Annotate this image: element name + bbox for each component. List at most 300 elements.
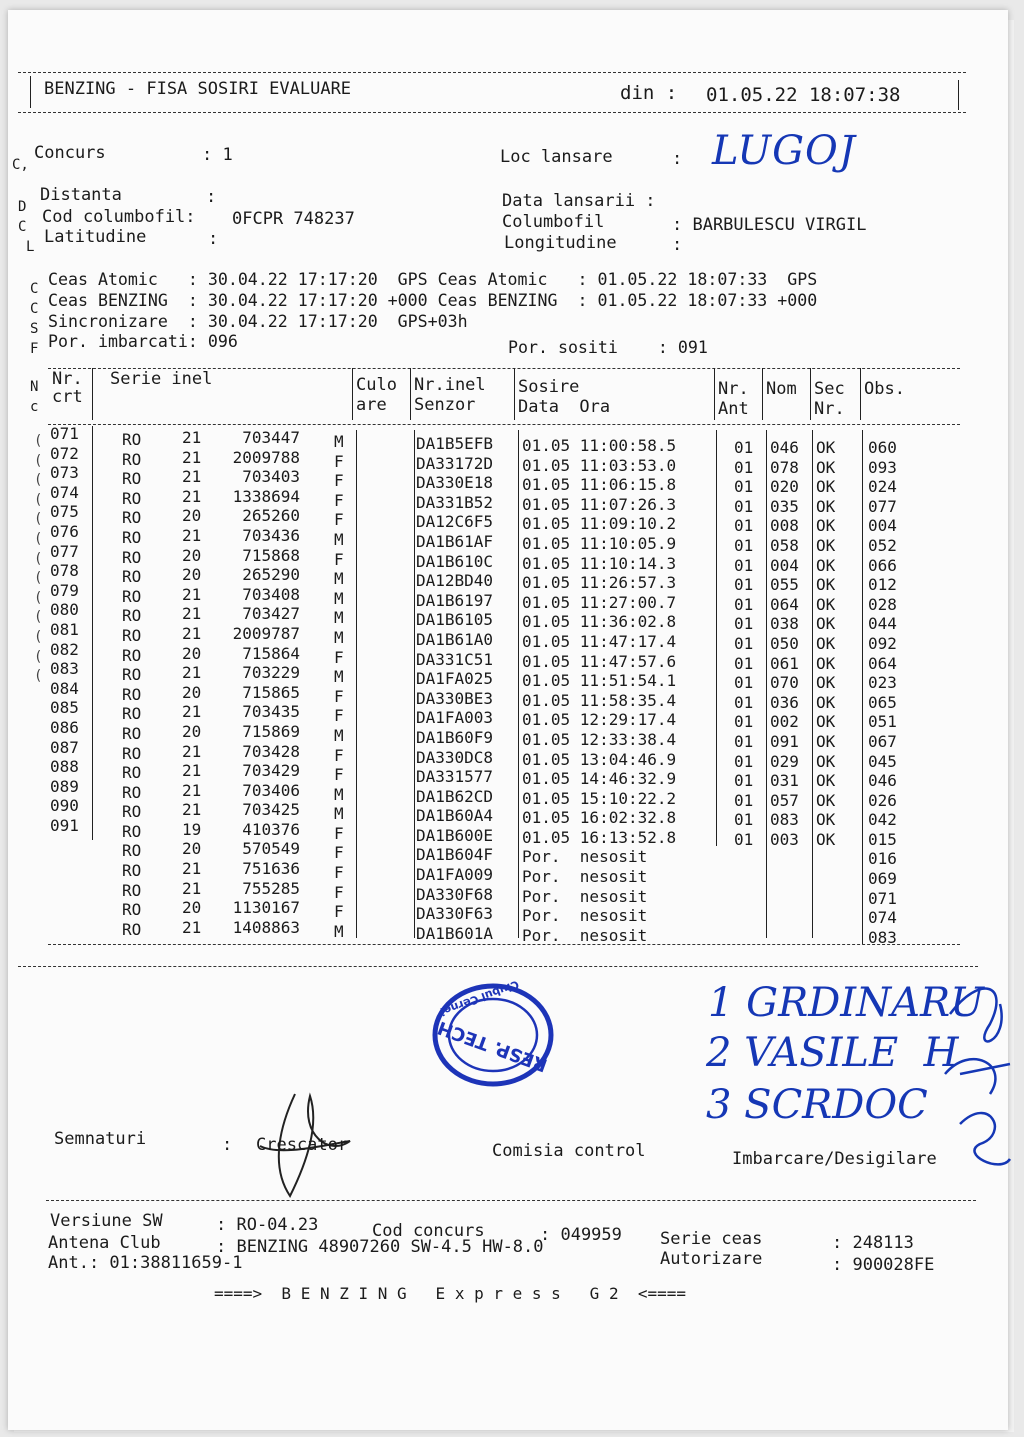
loc-lansare-colon: : bbox=[672, 149, 683, 169]
cell-nom: 002 bbox=[770, 712, 799, 732]
cell-sosire: 01.05 12:29:17.4 bbox=[522, 710, 677, 730]
cell-obs: 064 bbox=[868, 653, 897, 673]
edge-letter: C bbox=[30, 281, 39, 297]
stamp-text-ring: Clubul Cernei bbox=[438, 978, 521, 1019]
cell-sec: OK bbox=[816, 575, 836, 595]
cell-year: 21 bbox=[182, 467, 202, 487]
header-nom: Nom bbox=[766, 379, 797, 399]
cell-sec: OK bbox=[816, 633, 836, 653]
cell-sosire: 01.05 11:07:26.3 bbox=[522, 494, 677, 514]
cell-sec: OK bbox=[816, 477, 836, 497]
cell-sex: F bbox=[334, 549, 344, 569]
cell-obs: 046 bbox=[868, 771, 897, 791]
cell-obs: 024 bbox=[868, 477, 897, 497]
cell-year: 21 bbox=[182, 428, 202, 447]
cell-country: RO bbox=[122, 449, 142, 469]
cell-country: RO bbox=[122, 919, 142, 939]
cell-sec: OK bbox=[816, 790, 836, 810]
cell-ant: 01 bbox=[734, 751, 754, 771]
cell-year: 21 bbox=[182, 780, 202, 800]
cell-sosire: 01.05 11:06:15.8 bbox=[522, 475, 677, 495]
cell-nom: 029 bbox=[770, 751, 799, 771]
cell-obs: 044 bbox=[868, 614, 897, 634]
distanta-colon: : bbox=[206, 187, 217, 207]
cell-ring: 755285 bbox=[242, 878, 300, 898]
cell-ant: 01 bbox=[734, 692, 754, 712]
row-edge-mark: ( bbox=[34, 530, 43, 547]
row-edge-mark: ( bbox=[34, 570, 43, 587]
stamp-text-top: RESP. TECH. bbox=[428, 1014, 551, 1076]
cell-senzor: DA1B60A4 bbox=[416, 806, 494, 826]
cell-senzor: DA330DC8 bbox=[416, 747, 494, 767]
cell-obs: 083 bbox=[868, 927, 897, 947]
antena-value: : BENZING 48907260 SW-4.5 HW-8.0 bbox=[216, 1237, 544, 1257]
cell-ring: 2009787 bbox=[232, 623, 300, 643]
column-year bbox=[182, 428, 201, 937]
por-sositi: Por. sositi : 091 bbox=[508, 338, 708, 357]
cell-nr-crt: 091 bbox=[50, 815, 79, 835]
col-sep bbox=[762, 368, 763, 420]
clock-line-sincronizare: Sincronizare : 30.04.22 17:17:20 GPS+03h bbox=[48, 312, 468, 331]
cell-ant: 01 bbox=[734, 712, 754, 732]
cell-sex: M bbox=[334, 627, 344, 647]
autorizare-value: : 900028FE bbox=[832, 1255, 935, 1275]
cell-ant: 01 bbox=[734, 790, 754, 810]
cell-senzor: DA1B610C bbox=[416, 551, 494, 571]
cell-ring: 703406 bbox=[242, 780, 300, 800]
cell-sex: F bbox=[334, 823, 344, 843]
cell-nr-crt: 079 bbox=[50, 580, 79, 600]
col-sep bbox=[716, 430, 717, 846]
header-nrinel-2: Senzor bbox=[414, 395, 476, 415]
cell-obs: 026 bbox=[868, 790, 897, 810]
header-ant-2: Ant bbox=[718, 399, 749, 419]
cell-sex: F bbox=[334, 451, 344, 471]
cell-sosire: Por. nesosit bbox=[522, 886, 648, 906]
edge-letter: C bbox=[18, 219, 27, 235]
handwritten-note-1: 1 GRDINARU bbox=[708, 980, 984, 1026]
concurs-label: Concurs bbox=[34, 143, 106, 163]
cell-obs: 015 bbox=[868, 829, 897, 849]
brand-line: ====> B E N Z I N G E x p r e s s G 2 <==== bbox=[214, 1284, 687, 1303]
cell-ant: 01 bbox=[734, 633, 754, 653]
row-edge-mark: ( bbox=[34, 491, 43, 508]
col-sep bbox=[410, 368, 411, 420]
cell-senzor: DA1B600E bbox=[416, 825, 494, 845]
column-nr-crt bbox=[50, 424, 79, 835]
serie-ceas-label: Serie ceas bbox=[660, 1229, 763, 1249]
cell-sex: F bbox=[334, 706, 344, 726]
cell-country: RO bbox=[122, 861, 142, 881]
handwritten-scribbles bbox=[940, 964, 1020, 1184]
cell-year: 20 bbox=[182, 643, 202, 663]
longitudine-label: Longitudine bbox=[504, 233, 617, 253]
col-sep bbox=[810, 368, 811, 420]
table-bottom-rule bbox=[48, 944, 960, 945]
cell-obs: 004 bbox=[868, 516, 897, 536]
cell-ant: 01 bbox=[734, 653, 754, 673]
cell-country: RO bbox=[122, 782, 142, 802]
cell-senzor: DA1B61A0 bbox=[416, 629, 494, 649]
cell-obs: 042 bbox=[868, 810, 897, 830]
versiune-label: Versiune SW bbox=[50, 1211, 163, 1231]
cell-country: RO bbox=[122, 567, 142, 587]
cell-ant: 01 bbox=[734, 575, 754, 595]
cell-year: 20 bbox=[182, 545, 202, 565]
header-nr: Nr. bbox=[52, 369, 83, 389]
cell-sec: OK bbox=[816, 751, 836, 771]
cell-year: 21 bbox=[182, 917, 202, 937]
cell-nom: 057 bbox=[770, 790, 799, 810]
col-sep bbox=[812, 430, 813, 938]
cell-sosire: 01.05 11:51:54.1 bbox=[522, 671, 677, 691]
cell-country: RO bbox=[122, 430, 142, 449]
cell-ant: 01 bbox=[734, 810, 754, 830]
cell-sec: OK bbox=[816, 535, 836, 555]
cell-nr-crt: 081 bbox=[50, 619, 79, 639]
header-sec-1: Sec bbox=[814, 379, 845, 399]
cell-ring: 715868 bbox=[242, 545, 300, 565]
cell-senzor: DA331B52 bbox=[416, 492, 494, 512]
cell-ring: 410376 bbox=[242, 819, 300, 839]
cell-obs: 052 bbox=[868, 535, 897, 555]
cell-ant: 01 bbox=[734, 535, 754, 555]
cell-nr-crt: 073 bbox=[50, 463, 79, 483]
cell-sex: F bbox=[334, 471, 344, 491]
cell-nr-crt: 083 bbox=[50, 659, 79, 679]
cell-ant: 01 bbox=[734, 457, 754, 477]
cell-obs: 092 bbox=[868, 633, 897, 653]
cell-ant: 01 bbox=[734, 438, 754, 457]
cell-sosire: 01.05 11:58:35.4 bbox=[522, 690, 677, 710]
cell-senzor: DA33172D bbox=[416, 453, 494, 473]
cell-sec: OK bbox=[816, 496, 836, 516]
cell-sosire: 01.05 11:26:57.3 bbox=[522, 573, 677, 593]
columbofil-value: : BARBULESCU VIRGIL bbox=[672, 215, 867, 235]
cell-country: RO bbox=[122, 488, 142, 508]
cell-ant: 01 bbox=[734, 614, 754, 634]
cod-concurs-value: : 049959 bbox=[540, 1225, 622, 1245]
cell-country: RO bbox=[122, 527, 142, 547]
cell-country: RO bbox=[122, 508, 142, 528]
cell-ring: 703435 bbox=[242, 702, 300, 722]
row-edge-mark: ( bbox=[34, 628, 43, 645]
crescator-label: Crescator bbox=[256, 1135, 349, 1155]
cell-ring: 265290 bbox=[242, 565, 300, 585]
data-lansarii-label: Data lansarii : bbox=[502, 191, 656, 211]
cell-sec: OK bbox=[816, 457, 836, 477]
cell-nom: 020 bbox=[770, 477, 799, 497]
cell-ring: 1130167 bbox=[232, 898, 300, 918]
cell-senzor: DA1B601A bbox=[416, 923, 494, 943]
cell-country: RO bbox=[122, 821, 142, 841]
cell-nr-crt: 087 bbox=[50, 737, 79, 757]
cell-sex: F bbox=[334, 510, 344, 530]
handwritten-note-2: 2 VASILE H bbox=[706, 1030, 959, 1076]
row-edge-mark: ( bbox=[34, 550, 43, 567]
cell-ant: 01 bbox=[734, 829, 754, 849]
cell-sec: OK bbox=[816, 614, 836, 634]
cell-nom: 046 bbox=[770, 438, 799, 457]
cell-sosire: 01.05 11:10:05.9 bbox=[522, 533, 677, 553]
cell-ant: 01 bbox=[734, 673, 754, 693]
column-sex bbox=[334, 432, 344, 941]
col-sep bbox=[92, 368, 93, 420]
cell-country: RO bbox=[122, 841, 142, 861]
cell-ant: 01 bbox=[734, 555, 754, 575]
antena-label: Antena Club bbox=[48, 1233, 161, 1253]
header-top-rule bbox=[18, 72, 966, 73]
cell-country: RO bbox=[122, 743, 142, 763]
col-sep bbox=[352, 368, 353, 420]
cell-sec: OK bbox=[816, 516, 836, 536]
cell-country: RO bbox=[122, 880, 142, 900]
cell-nom: 035 bbox=[770, 496, 799, 516]
cell-nr-crt: 085 bbox=[50, 698, 79, 718]
handwritten-note-3: 3 SCRDOC bbox=[706, 1082, 928, 1128]
cell-sex: M bbox=[334, 569, 344, 589]
cell-sec: OK bbox=[816, 653, 836, 673]
cell-nr-crt: 080 bbox=[50, 600, 79, 620]
cell-ant: 01 bbox=[734, 731, 754, 751]
cell-year: 21 bbox=[182, 859, 202, 879]
cell-year: 21 bbox=[182, 878, 202, 898]
cell-obs: 023 bbox=[868, 673, 897, 693]
cell-sex: F bbox=[334, 647, 344, 667]
header-datetime: 01.05.22 18:07:38 bbox=[706, 84, 901, 106]
column-country bbox=[122, 430, 141, 939]
cell-sosire: Por. nesosit bbox=[522, 867, 648, 887]
cell-sex: F bbox=[334, 843, 344, 863]
cell-ant: 01 bbox=[734, 516, 754, 536]
cell-nom: 058 bbox=[770, 535, 799, 555]
loc-lansare-label: Loc lansare bbox=[500, 147, 613, 167]
header-din-label: din : bbox=[620, 82, 678, 104]
header-sosire-1: Sosire bbox=[518, 377, 580, 397]
cell-sosire: 01.05 12:33:38.4 bbox=[522, 729, 677, 749]
col-sep bbox=[860, 368, 861, 420]
row-edge-mark: ( bbox=[34, 452, 43, 469]
cell-obs: 028 bbox=[868, 594, 897, 614]
column-senzor bbox=[416, 434, 493, 943]
cell-nom: 004 bbox=[770, 555, 799, 575]
cell-country: RO bbox=[122, 645, 142, 665]
cell-sec: OK bbox=[816, 555, 836, 575]
cod-columbofil-label: Cod columbofil: bbox=[42, 207, 196, 227]
cell-senzor: DA1B6197 bbox=[416, 590, 494, 610]
cod-columbofil-value: 0FCPR 748237 bbox=[232, 209, 355, 229]
cell-country: RO bbox=[122, 586, 142, 606]
signature-area-rule bbox=[18, 966, 978, 967]
clock-line-atomic: Ceas Atomic : 30.04.22 17:17:20 GPS Ceas Atomic : 01.05.22 18:07:33 GPS bbox=[48, 270, 818, 289]
header-culoare-1: Culo bbox=[356, 375, 397, 395]
cell-year: 21 bbox=[182, 486, 202, 506]
cell-nr-crt: 075 bbox=[50, 502, 79, 522]
cell-sec: OK bbox=[816, 712, 836, 732]
cell-senzor: DA1B61AF bbox=[416, 531, 494, 551]
cell-year: 20 bbox=[182, 506, 202, 526]
header-sosire-2: Data Ora bbox=[518, 397, 611, 417]
cell-nom: 091 bbox=[770, 731, 799, 751]
cell-sec: OK bbox=[816, 731, 836, 751]
col-sep bbox=[518, 430, 519, 938]
cell-year: 21 bbox=[182, 761, 202, 781]
column-obs bbox=[868, 438, 897, 947]
cell-ant: 01 bbox=[734, 477, 754, 497]
cell-nom: 064 bbox=[770, 594, 799, 614]
cell-sex: M bbox=[334, 804, 344, 824]
cell-sec: OK bbox=[816, 810, 836, 830]
cell-sex: F bbox=[334, 902, 344, 922]
cell-obs: 051 bbox=[868, 712, 897, 732]
header-title: BENZING - FISA SOSIRI EVALUARE bbox=[44, 79, 352, 99]
cell-sec: OK bbox=[816, 771, 836, 791]
cell-country: RO bbox=[122, 763, 142, 783]
cell-year: 21 bbox=[182, 741, 202, 761]
semnaturi-label: Semnaturi bbox=[54, 1129, 147, 1149]
edge-letter: S bbox=[30, 321, 39, 337]
cell-sex: M bbox=[334, 667, 344, 687]
cell-senzor: DA1FA003 bbox=[416, 708, 494, 728]
header-right-bar bbox=[958, 80, 959, 110]
edge-letter: D bbox=[18, 199, 27, 215]
cell-senzor: DA1B6105 bbox=[416, 610, 494, 630]
header-crt: crt bbox=[52, 387, 83, 407]
header-culoare-2: are bbox=[356, 395, 387, 415]
autorizare-label: Autorizare bbox=[660, 1249, 763, 1269]
imbarcare-label: Imbarcare/Desigilare bbox=[732, 1149, 937, 1169]
cell-sosire: 01.05 11:27:00.7 bbox=[522, 592, 677, 612]
concurs-value: : 1 bbox=[202, 145, 233, 165]
cell-sosire: 01.05 16:13:52.8 bbox=[522, 827, 677, 847]
cell-sex: M bbox=[334, 725, 344, 745]
cell-year: 21 bbox=[182, 525, 202, 545]
row-edge-mark: ( bbox=[34, 648, 43, 665]
cell-ring: 703428 bbox=[242, 741, 300, 761]
cell-obs: 065 bbox=[868, 692, 897, 712]
cell-ring: 703436 bbox=[242, 525, 300, 545]
cell-ring: 715864 bbox=[242, 643, 300, 663]
cell-senzor: DA12C6F5 bbox=[416, 512, 494, 532]
cell-senzor: DA330F68 bbox=[416, 884, 494, 904]
latitudine-colon: : bbox=[208, 229, 219, 249]
cell-obs: 074 bbox=[868, 908, 897, 928]
edge-letter: C bbox=[30, 301, 39, 317]
header-nrinel-1: Nr.inel bbox=[414, 375, 486, 395]
cell-sex: F bbox=[334, 863, 344, 883]
cell-nr-crt: 072 bbox=[50, 443, 79, 463]
cell-senzor: DA330E18 bbox=[416, 473, 494, 493]
cell-nr-crt: 084 bbox=[50, 678, 79, 698]
cell-obs: 069 bbox=[868, 869, 897, 889]
col-sep bbox=[714, 368, 715, 420]
cell-country: RO bbox=[122, 900, 142, 920]
row-edge-mark: ( bbox=[34, 472, 43, 489]
cell-ring: 703427 bbox=[242, 604, 300, 624]
cell-sex: M bbox=[334, 608, 344, 628]
cell-nom: 061 bbox=[770, 653, 799, 673]
cell-ant: 01 bbox=[734, 771, 754, 791]
cell-nr-crt: 086 bbox=[50, 717, 79, 737]
cell-year: 21 bbox=[182, 623, 202, 643]
cell-ring: 703447 bbox=[242, 428, 300, 447]
cell-country: RO bbox=[122, 665, 142, 685]
column-sec bbox=[816, 438, 835, 849]
cod-concurs-label: Cod concurs bbox=[372, 1221, 485, 1241]
cell-senzor: DA331577 bbox=[416, 767, 494, 787]
footer-rule bbox=[46, 1200, 976, 1201]
longitudine-colon: : bbox=[672, 235, 683, 255]
edge-letter: L bbox=[26, 239, 35, 255]
cell-nr-crt: 088 bbox=[50, 757, 79, 777]
cell-year: 21 bbox=[182, 702, 202, 722]
cell-senzor: DA330F63 bbox=[416, 904, 494, 924]
cell-ant: 01 bbox=[734, 594, 754, 614]
cell-nom: 050 bbox=[770, 633, 799, 653]
col-sep bbox=[92, 426, 93, 840]
cell-sec: OK bbox=[816, 692, 836, 712]
cell-sec: OK bbox=[816, 594, 836, 614]
cell-ring: 1338694 bbox=[232, 486, 300, 506]
cell-ring: 1408863 bbox=[232, 917, 300, 937]
cell-ring: 715865 bbox=[242, 682, 300, 702]
cell-ring: 570549 bbox=[242, 839, 300, 859]
cell-senzor: DA1FA025 bbox=[416, 669, 494, 689]
cell-sosire: Por. nesosit bbox=[522, 847, 648, 867]
cell-year: 20 bbox=[182, 721, 202, 741]
serie-ceas-value: : 248113 bbox=[832, 1233, 914, 1253]
row-edge-mark: ( bbox=[34, 589, 43, 606]
cell-sex: F bbox=[334, 882, 344, 902]
row-edge-mark: ( bbox=[34, 668, 43, 685]
cell-year: 21 bbox=[182, 663, 202, 683]
cell-country: RO bbox=[122, 606, 142, 626]
cell-ring: 703408 bbox=[242, 584, 300, 604]
cell-country: RO bbox=[122, 802, 142, 822]
semnaturi-colon: : bbox=[222, 1135, 233, 1155]
cell-sosire: 01.05 11:00:58.5 bbox=[522, 436, 677, 455]
cell-sosire: 01.05 15:10:22.2 bbox=[522, 788, 677, 808]
col-sep bbox=[356, 430, 357, 938]
cell-country: RO bbox=[122, 723, 142, 743]
cell-nom: 003 bbox=[770, 829, 799, 849]
cell-sosire: 01.05 11:10:14.3 bbox=[522, 553, 677, 573]
cell-year: 21 bbox=[182, 447, 202, 467]
cell-obs: 093 bbox=[868, 457, 897, 477]
row-edge-mark: ( bbox=[34, 433, 43, 449]
ant-line: Ant.: 01:38811659-1 bbox=[48, 1253, 243, 1273]
cell-sex: M bbox=[334, 921, 344, 941]
cell-obs: 071 bbox=[868, 888, 897, 908]
cell-obs: 067 bbox=[868, 731, 897, 751]
cell-sex: M bbox=[334, 784, 344, 804]
cell-country: RO bbox=[122, 625, 142, 645]
cell-nr-crt: 090 bbox=[50, 796, 79, 816]
cell-country: RO bbox=[122, 547, 142, 567]
cell-nr-crt: 089 bbox=[50, 776, 79, 796]
cell-senzor: DA12BD40 bbox=[416, 571, 494, 591]
cell-nr-crt: 082 bbox=[50, 639, 79, 659]
distanta-label: Distanta bbox=[40, 185, 122, 205]
cell-sosire: Por. nesosit bbox=[522, 925, 648, 945]
cell-nr-crt: 074 bbox=[50, 482, 79, 502]
column-ant bbox=[734, 438, 753, 849]
cell-sosire: 01.05 13:04:46.9 bbox=[522, 749, 677, 769]
cell-year: 20 bbox=[182, 682, 202, 702]
cell-sec: OK bbox=[816, 829, 836, 849]
cell-senzor: DA1B60F9 bbox=[416, 727, 494, 747]
cell-year: 19 bbox=[182, 819, 202, 839]
